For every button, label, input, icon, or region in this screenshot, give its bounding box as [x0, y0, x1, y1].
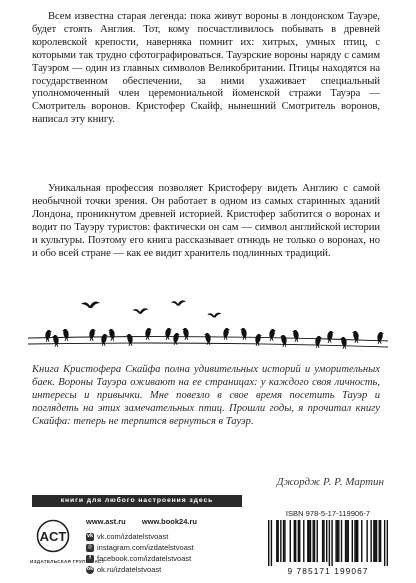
- barcode: [268, 520, 388, 566]
- barcode-bar: [314, 520, 315, 562]
- barcode-bar: [337, 520, 338, 562]
- review-quote: Книга Кристофера Скайфа полна удивительных историй и уморительных баек. Вороны Тауэра оживают на ее страницах: у каждого своя личность, интересы и привычки. Мне повезло в свое время посетить Тауэр и поглядеть на этих замечательных птиц. Прошли годы, я прочитал книгу Скайфа: теперь не терпится вернуться в Тауэр.: [32, 364, 380, 427]
- barcode-bar: [370, 520, 371, 562]
- website-ast-link[interactable]: www.ast.ru: [86, 517, 126, 526]
- barcode-bar: [326, 520, 327, 562]
- social-links: [86, 531, 194, 575]
- barcode-bar: [308, 520, 309, 562]
- barcode-bar: [354, 520, 355, 562]
- flying-raven-silhouette: [207, 313, 221, 318]
- raven-silhouette: [223, 328, 230, 340]
- isbn-label: ISBN 978-5-17-119906-7: [285, 509, 371, 518]
- social-link-text: instagram.com/izdatelstvoast: [97, 543, 194, 552]
- raven-silhouette: [182, 328, 189, 340]
- description-paragraph-2: Уникальная профессия позволяет Кристоферу видеть Англию с самой необычной точки зрения. Он работает в одном из самых старинных зданий Лондона, проникнутом древней историей. Кристофер заботится о воронах и водит по Тауэру туристов: фактически он сам — символ английской истории и культуры. Поэтому его книга рассказывает отнюдь не только о воронах, но и обо всей стране — как ее видит хранитель подлинных традиций.: [32, 183, 380, 259]
- barcode-bar: [277, 520, 278, 562]
- raven-silhouette: [280, 335, 287, 347]
- barcode-digits: 9 785171 199067: [287, 566, 369, 576]
- raven-silhouette: [240, 328, 247, 340]
- barcode-bar: [376, 520, 377, 562]
- raven-silhouette: [108, 329, 115, 341]
- social-link-text: ok.ru/izdatelstvoast: [97, 565, 162, 574]
- barcode-bar: [361, 520, 362, 562]
- raven-silhouette: [340, 337, 347, 349]
- website-links: [86, 517, 211, 526]
- barcode-bar: [290, 520, 291, 562]
- raven-silhouette: [145, 328, 152, 340]
- barcode-bar: [348, 520, 349, 562]
- flying-raven-silhouette: [132, 308, 148, 313]
- barcode-bar: [346, 520, 347, 562]
- barcode-bar: [357, 520, 358, 562]
- raven-silhouette: [377, 332, 384, 344]
- facebook-icon: f: [86, 555, 94, 563]
- raven-silhouette: [165, 328, 172, 340]
- barcode-bar: [387, 520, 388, 566]
- barcode-bar: [276, 520, 277, 562]
- barcode-bar: [341, 520, 342, 562]
- vk-icon: vk: [86, 532, 94, 539]
- flying-raven-silhouette: [81, 302, 100, 308]
- social-link-text: facebook.com/izdatelstvoast: [97, 554, 192, 563]
- social-link-instagram[interactable]: [86, 542, 194, 553]
- barcode-bar: [373, 520, 374, 562]
- raven-silhouette: [292, 330, 299, 342]
- barcode-bar: [294, 520, 295, 562]
- ast-logo-text: ACT: [39, 529, 67, 544]
- barcode-bar: [283, 520, 284, 562]
- barcode-bar: [375, 520, 376, 562]
- social-link-text: vk.com/izdatelstvoast: [97, 532, 169, 541]
- barcode-bar: [299, 520, 300, 562]
- publisher-tagline: книги для любого настроения здесь: [32, 495, 242, 507]
- barcode-bar: [356, 520, 357, 562]
- barcode-bar: [317, 520, 318, 562]
- barcode-bar: [338, 520, 339, 562]
- barcode-bar: [322, 520, 323, 562]
- raven-silhouette: [126, 334, 133, 346]
- social-link-odnoklassniki[interactable]: [86, 564, 194, 575]
- barcode-bar: [323, 520, 324, 562]
- barcode-bar: [307, 520, 308, 562]
- description-paragraph-1: Всем известна старая легенда: пока живут вороны в лондонском Тауэре, будет стоять Англия. Тот, кому посчастливилось побывать в древней королевской крепости, наверняка помнит их: хитрых, умных птиц, с которыми так трудно сфотографироваться. Тауэрские вороны наряду с самим Тауэром — один из главных символов Великобритании. Птицы находятся на государственном обеспечении, за ними ухаживает специальный уполномоченный член церемониальной йоменской стражи Тауэра — Смотритель воронов. Кристофер Скайф, нынешний Смотритель воронов, написал эту книгу.: [32, 11, 380, 126]
- barcode-bar: [310, 520, 311, 562]
- instagram-icon: ◎: [87, 543, 93, 550]
- barcode-bar: [335, 520, 336, 562]
- ravens-on-wires-illustration: [28, 300, 388, 360]
- barcode-bar: [366, 520, 367, 562]
- barcode-bar: [271, 520, 272, 566]
- barcode-bar: [295, 520, 296, 562]
- raven-silhouette: [269, 329, 276, 341]
- publisher-name: ИЗДАТЕЛЬСКАЯ ГРУППА АСТ: [30, 559, 105, 564]
- raven-silhouette: [327, 331, 334, 343]
- ast-logo: [36, 519, 70, 553]
- barcode-bar: [284, 520, 285, 562]
- barcode-bar: [345, 520, 346, 562]
- raven-silhouette: [52, 335, 59, 347]
- social-link-vk[interactable]: [86, 531, 194, 542]
- barcode-bar: [331, 520, 332, 566]
- raven-silhouette: [45, 330, 52, 342]
- raven-silhouette: [62, 329, 69, 341]
- barcode-bar: [352, 520, 353, 562]
- barcode-bar: [303, 520, 304, 562]
- barcode-bar: [379, 520, 380, 562]
- barcode-bar: [268, 520, 269, 566]
- barcode-bar: [329, 520, 330, 566]
- quote-author: Джордж Р. Р. Мартин: [276, 476, 384, 488]
- raven-silhouette: [89, 329, 96, 341]
- barcode-bar: [380, 520, 381, 562]
- website-book24-link[interactable]: www.book24.ru: [141, 517, 197, 526]
- raven-silhouette: [315, 336, 322, 348]
- barcode-bar: [312, 520, 313, 562]
- odnoklassniki-icon: ok: [86, 565, 94, 572]
- raven-silhouette: [352, 331, 359, 343]
- barcode-bar: [298, 520, 299, 562]
- barcode-bar: [384, 520, 385, 566]
- raven-silhouette: [101, 334, 108, 346]
- barcode-bar: [280, 520, 281, 562]
- flying-raven-silhouette: [171, 300, 186, 305]
